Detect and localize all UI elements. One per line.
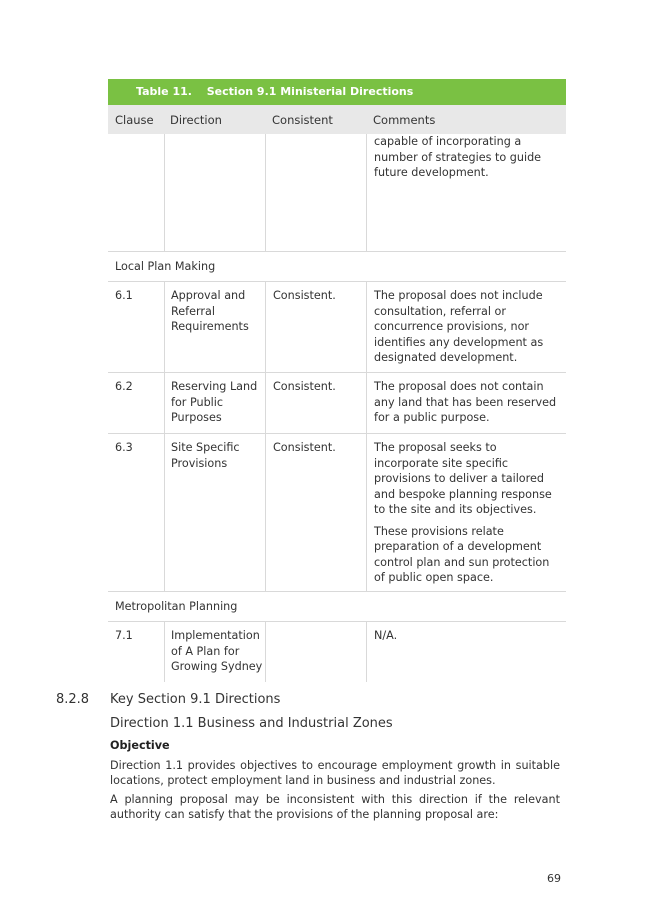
table-row — [108, 434, 566, 592]
direction-cell: Approval and Referral Requirements — [164, 282, 265, 372]
table-title: Table 11. Section 9.1 Ministerial Directions — [108, 79, 566, 105]
comment-text: N/A. — [374, 629, 398, 642]
table-row — [108, 622, 566, 682]
body-paragraph: Direction 1.1 provides objectives to encourage employment growth in suitable locations, protect employment land in business and industrial zones. — [110, 759, 560, 787]
section-number: 8.2.8 — [56, 692, 90, 707]
comment-text: These provisions relate preparation of a development control plan and sun protection of public open space. — [374, 524, 550, 584]
consistent-cell: Consistent. — [265, 282, 366, 372]
comment-text: The proposal seeks to incorporate site specific provisions to deliver a tailored and bespoke planning response to the site and its objectives. — [374, 441, 552, 516]
consistent-cell — [265, 622, 366, 682]
comment-cell — [366, 434, 566, 591]
clause-cell: 6.1 — [115, 289, 133, 302]
section-heading — [56, 692, 280, 707]
header-consistent: Consistent — [272, 112, 333, 127]
clause-cell: 6.2 — [115, 380, 133, 393]
direction-subheading: Direction 1.1 Business and Industrial Zones — [110, 716, 393, 731]
table-row — [108, 282, 566, 373]
consistent-cell: Consistent. — [265, 434, 366, 591]
table-row — [108, 373, 566, 434]
section-label-local-plan: Local Plan Making — [108, 252, 566, 282]
clause-cell: 6.3 — [115, 441, 133, 454]
direction-cell: Implementation of A Plan for Growing Sydney — [164, 622, 265, 682]
direction-cell: Reserving Land for Public Purposes — [164, 373, 265, 433]
comment-cell: capable of incorporating a number of strategies to guide future development. — [366, 134, 566, 251]
section-title: Key Section 9.1 Directions — [110, 692, 281, 707]
body-paragraph: A planning proposal may be inconsistent with this direction if the relevant authority can satisfy that the provisions of the planning proposal are: — [110, 793, 560, 821]
ministerial-directions-table — [108, 79, 566, 682]
table-header-row — [108, 105, 566, 134]
comment-cell — [366, 282, 566, 372]
comment-text: The proposal does not include consultation, referral or concurrence provisions, nor identifies any development as designated development. — [374, 289, 544, 364]
header-comments: Comments — [373, 112, 436, 127]
clause-cell: 7.1 — [115, 629, 133, 642]
objective-label: Objective — [110, 739, 170, 752]
header-clause: Clause — [115, 112, 154, 127]
table-row-continued — [108, 134, 566, 252]
comment-cell — [366, 622, 566, 682]
comment-cell — [366, 373, 566, 433]
page-number: 69 — [547, 872, 561, 885]
comment-text: The proposal does not contain any land that has been reserved for a public purpose. — [374, 380, 557, 424]
header-direction: Direction — [170, 112, 222, 127]
consistent-cell: Consistent. — [265, 373, 366, 433]
direction-cell: Site Specific Provisions — [164, 434, 265, 591]
section-label-metropolitan: Metropolitan Planning — [108, 592, 566, 622]
